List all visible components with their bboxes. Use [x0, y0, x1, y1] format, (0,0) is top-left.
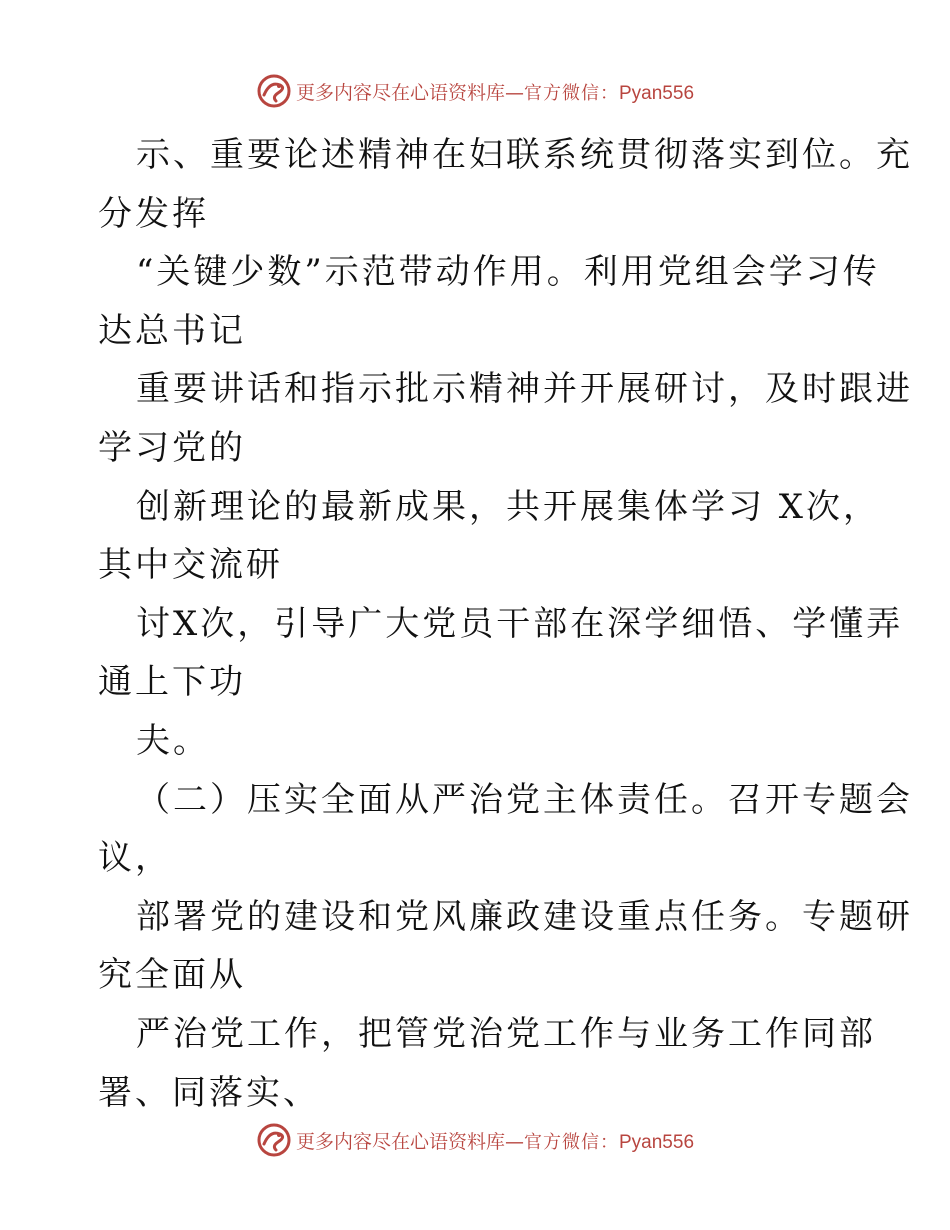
text-line: 其中交流研	[98, 545, 283, 586]
text-line: 讨X次，引导广大党员干部在深学细悟、学懂弄	[136, 603, 904, 644]
watermark-dash: —	[505, 81, 524, 104]
watermark-text	[296, 78, 694, 105]
text-line: 达总书记	[98, 310, 246, 351]
text-line: 分发挥	[98, 193, 209, 234]
text-line: 重要讲话和指示批示精神并开展研讨，及时跟进	[136, 369, 913, 410]
watermark-id: Pyan556	[619, 1131, 695, 1153]
text-line: 夫。	[136, 720, 210, 761]
text-line: 议，	[98, 838, 172, 879]
watermark-id: Pyan556	[619, 82, 695, 104]
dragon-seal-logo-icon	[256, 73, 292, 109]
watermark-main: 更多内容尽在心语资料库	[295, 81, 505, 104]
watermark-sub: 官方微信：	[524, 82, 619, 104]
watermark-text	[296, 1127, 694, 1154]
text-line: 严治党工作，把管党治党工作与业务工作同部	[136, 1013, 876, 1054]
text-line: 署、同落实、	[98, 1072, 320, 1113]
text-line: “关键少数”示范带动作用。利用党组会学习传	[136, 252, 880, 293]
watermark-dash: —	[505, 1130, 524, 1153]
text-line: 创新理论的最新成果，共开展集体学习 X次，	[136, 486, 881, 527]
text-line: 示、重要论述精神在妇联系统贯彻落实到位。充	[136, 135, 913, 175]
section-heading-line: （二）压实全面从严治党主体责任。召开专题会	[136, 779, 913, 820]
watermark-main: 更多内容尽在心语资料库	[295, 1130, 505, 1153]
header-watermark	[0, 71, 950, 111]
text-line: 部署党的建设和党风廉政建设重点任务。专题研	[136, 896, 913, 937]
text-line: 通上下功	[98, 662, 246, 703]
text-line: 究全面从	[98, 955, 246, 996]
watermark-sub: 官方微信：	[524, 1131, 619, 1153]
document-body	[98, 126, 913, 1122]
text-line: 学习党的	[98, 427, 246, 468]
dragon-seal-logo-icon	[256, 1122, 292, 1158]
footer-watermark	[0, 1120, 950, 1160]
